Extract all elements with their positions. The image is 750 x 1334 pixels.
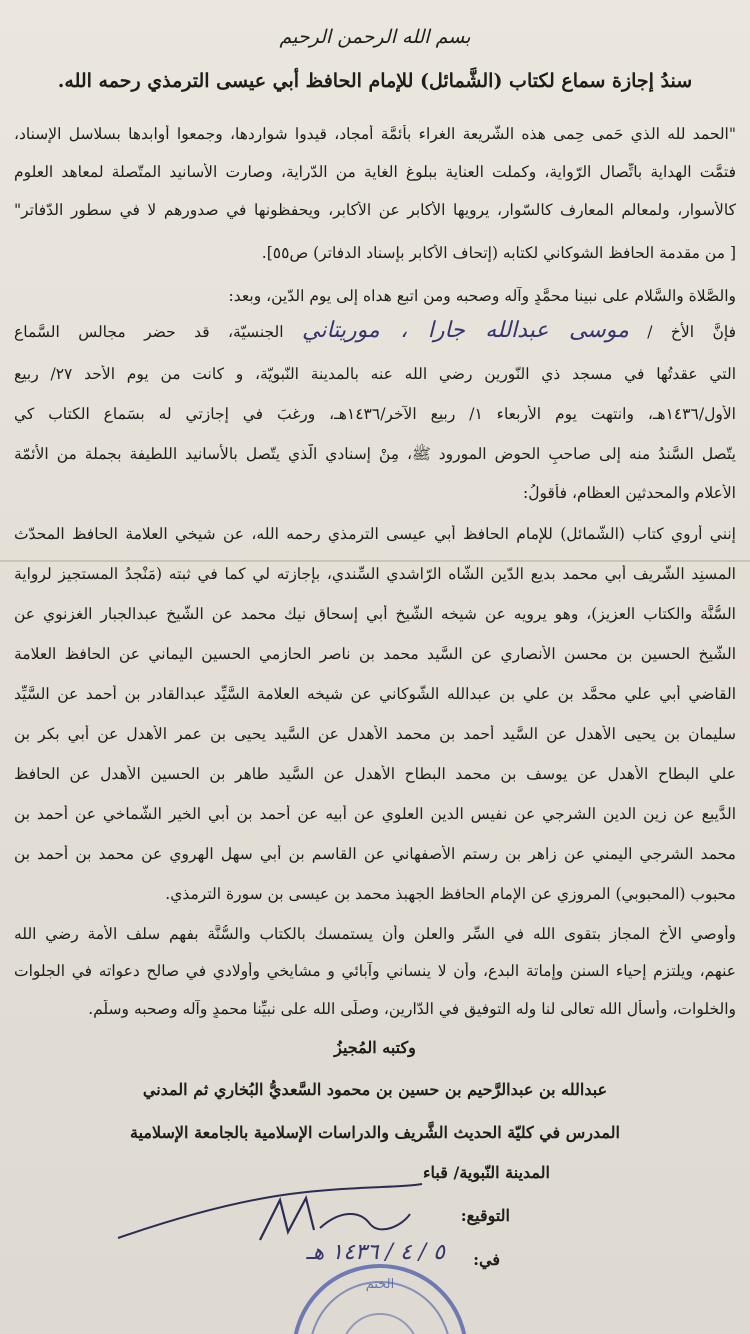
written-by: وكتبه المُجيزُ bbox=[334, 1038, 416, 1057]
isnad-line-3: السُّنَّة والكتاب العزيز)، وهو يرويه عن شيخه الشّيخ أبي إسحاق نيك محمد عن الشّيخ عبدالجبار الغزنوي عن bbox=[14, 605, 736, 623]
student-name-handwritten: موسى عبدالله جارا ، موريتاني bbox=[302, 318, 629, 343]
isnad-line-2: المسنِد الشَّريف أبي محمد بديع الدّين الشّاه الرّاشدي السِّندي، بإجازته لي كما في ثبته (مَنْجدُ المستجيز لرواية bbox=[14, 565, 736, 583]
salutation: والصَّلاة والسَّلام على نبينا محمَّدٍ وآله وصحبه ومن اتبع هداه إلى يوم الدّين، وبعد: bbox=[228, 287, 736, 305]
paper-fold bbox=[0, 560, 750, 562]
signature-label: التوقيع: bbox=[460, 1206, 510, 1225]
isnad-line-1: إنني أروي كتاب (الشّمائل) للإمام الحافظ أبي عيسى الترمذي رحمه الله، عن شيخي العلامة الحافظ المحدّث bbox=[14, 525, 736, 543]
intro-line-3: كالأسوار، ولمعالم المعارف كالسّوار، يرويها الأكابر عن الأكابر، ويحفظونها في صدورهم لا في سطور الدّفاتر" bbox=[14, 201, 736, 219]
official-seal-stamp bbox=[290, 1262, 470, 1334]
author-name: عبدالله بن عبدالرَّحيم بن حسين بن محمود السَّعديُّ البُخاري ثم المدني bbox=[142, 1080, 608, 1099]
student-suffix: الجنسيّة، قد حضر مجالس السَّماع bbox=[14, 323, 284, 341]
advice-line-3: والخلوات، وأسأل الله تعالى لنا وله التوفيق في الدّارين، وصلَّى الله على نبيِّنا محمدٍ وآله وصحبه وسلَّم. bbox=[88, 1000, 736, 1018]
place-label: المدينة النّبوية/ قباء bbox=[423, 1163, 550, 1182]
isnad-line-6: سليمان بن يحيى الأهدل عن السَّيد أحمد بن محمد الأهدل عن السَّيد يحيى بن عمر الأهدل عن أبي بكر بن bbox=[14, 725, 736, 743]
body-line-4: الأعلام والمحدثين العظام، فأقولُ: bbox=[522, 484, 736, 502]
date-handwritten: ٥ / ٤ / ١٤٣٦ هـ bbox=[306, 1240, 445, 1265]
isnad-line-9: محمد الشرجي اليمني عن زاهر بن رستم الأصفهاني عن القاسم بن أبي سهل الهروي عن محمد بن أحمد بن bbox=[14, 845, 736, 863]
body-line-2: الأول/١٤٣٦هـ، وانتهت يوم الأربعاء ١/ ربيع الآخر/١٤٣٦هـ، ورغبَ في إجازتي له بسَماع الكتاب كي bbox=[14, 405, 736, 423]
student-line bbox=[14, 318, 736, 343]
document-title: سندُ إجازة سماع لكتاب (الشَّمائل) للإمام الحافظ أبي عيسى الترمذي رحمه الله. bbox=[57, 70, 693, 92]
isnad-line-8: الدَّيبع عن زين الدين الشرجي عن نفيس الدين العلوي عن أبيه عن أحمد بن أبي الخير الشّماخي عن أحمد بن bbox=[14, 805, 736, 823]
intro-line-4: [ من مقدمة الحافظ الشوكاني لكتابه (إتحاف الأكابر بإسناد الدفاتر) ص٥٥]. bbox=[261, 244, 736, 262]
isnad-line-10: محبوب (المحبوبي) المروزي عن الإمام الحافظ الجهبذ محمد بن عيسى بن سورة الترمذي. bbox=[165, 885, 736, 903]
stamp-text: الختم bbox=[365, 1277, 395, 1292]
author-position: المدرس في كليّة الحديث الشَّريف والدراسات الإسلامية بالجامعة الإسلامية bbox=[130, 1123, 620, 1142]
basmala: بسم الله الرحمن الرحيم bbox=[279, 26, 471, 48]
intro-line-2: فتمَّت الهداية باتِّصال الرّواية، وكملت العناية ببلوغ الغاية من الدّراية، وصارت الأسانيد المتّصلة لمعاهد العلوم bbox=[14, 163, 736, 181]
student-prefix: فإنَّ الأخ / bbox=[647, 323, 736, 341]
intro-line-1: "الحمد لله الذي حَمى حِمى هذه الشّريعة الغراء بأئمَّة أمجاد، قيدوا شواردها، وجمعوا أوابدها بسلاسل الإسناد، bbox=[14, 125, 736, 143]
isnad-line-4: الشّيخ الحسين بن محسن الأنصاري عن السَّيد محمد بن ناصر الحازمي الحسين اليماني عن الحافظ العلامة bbox=[14, 645, 736, 663]
date-label: في: bbox=[473, 1250, 500, 1269]
body-line-1: التي عقدتُها في مسجد ذي النّورين رضي الله عنه بالمدينة النّبويّة، و كانت من يوم الأحد ٢٧/ ربيع bbox=[14, 365, 736, 383]
isnad-line-5: القاضي أبي علي محمَّد بن علي بن عبدالله الشّوكاني عن شيخه العلامة السَّيِّد عبدالقادر بن أحمد عن السَّيِّد bbox=[14, 685, 736, 703]
body-line-3: يتّصل السَّندُ منه إلى صاحبِ الحوض المورود ﷺ، مِنْ إسنادي الّذي يتّصل بالأسانيد اللطيفة بجملة من الأئمّة bbox=[14, 445, 736, 463]
advice-line-2: عنهم، ويلتزم إحياء السنن وإماتة البدع، وأن لا ينساني وآبائي و مشايخي وأولادي في صالح دعواته في الجلوات bbox=[14, 962, 736, 980]
advice-line-1: وأوصي الأخ المجاز بتقوى الله في السِّر والعلن وأن يستمسك بالكتاب والسُّنَّة بفهم سلف الأمة رضي الله bbox=[14, 925, 736, 943]
isnad-line-7: علي البطاح الأهدل عن يوسف بن محمد البطاح الأهدل عن السَّيد طاهر بن الحسين الأهدل عن الحافظ bbox=[14, 765, 736, 783]
